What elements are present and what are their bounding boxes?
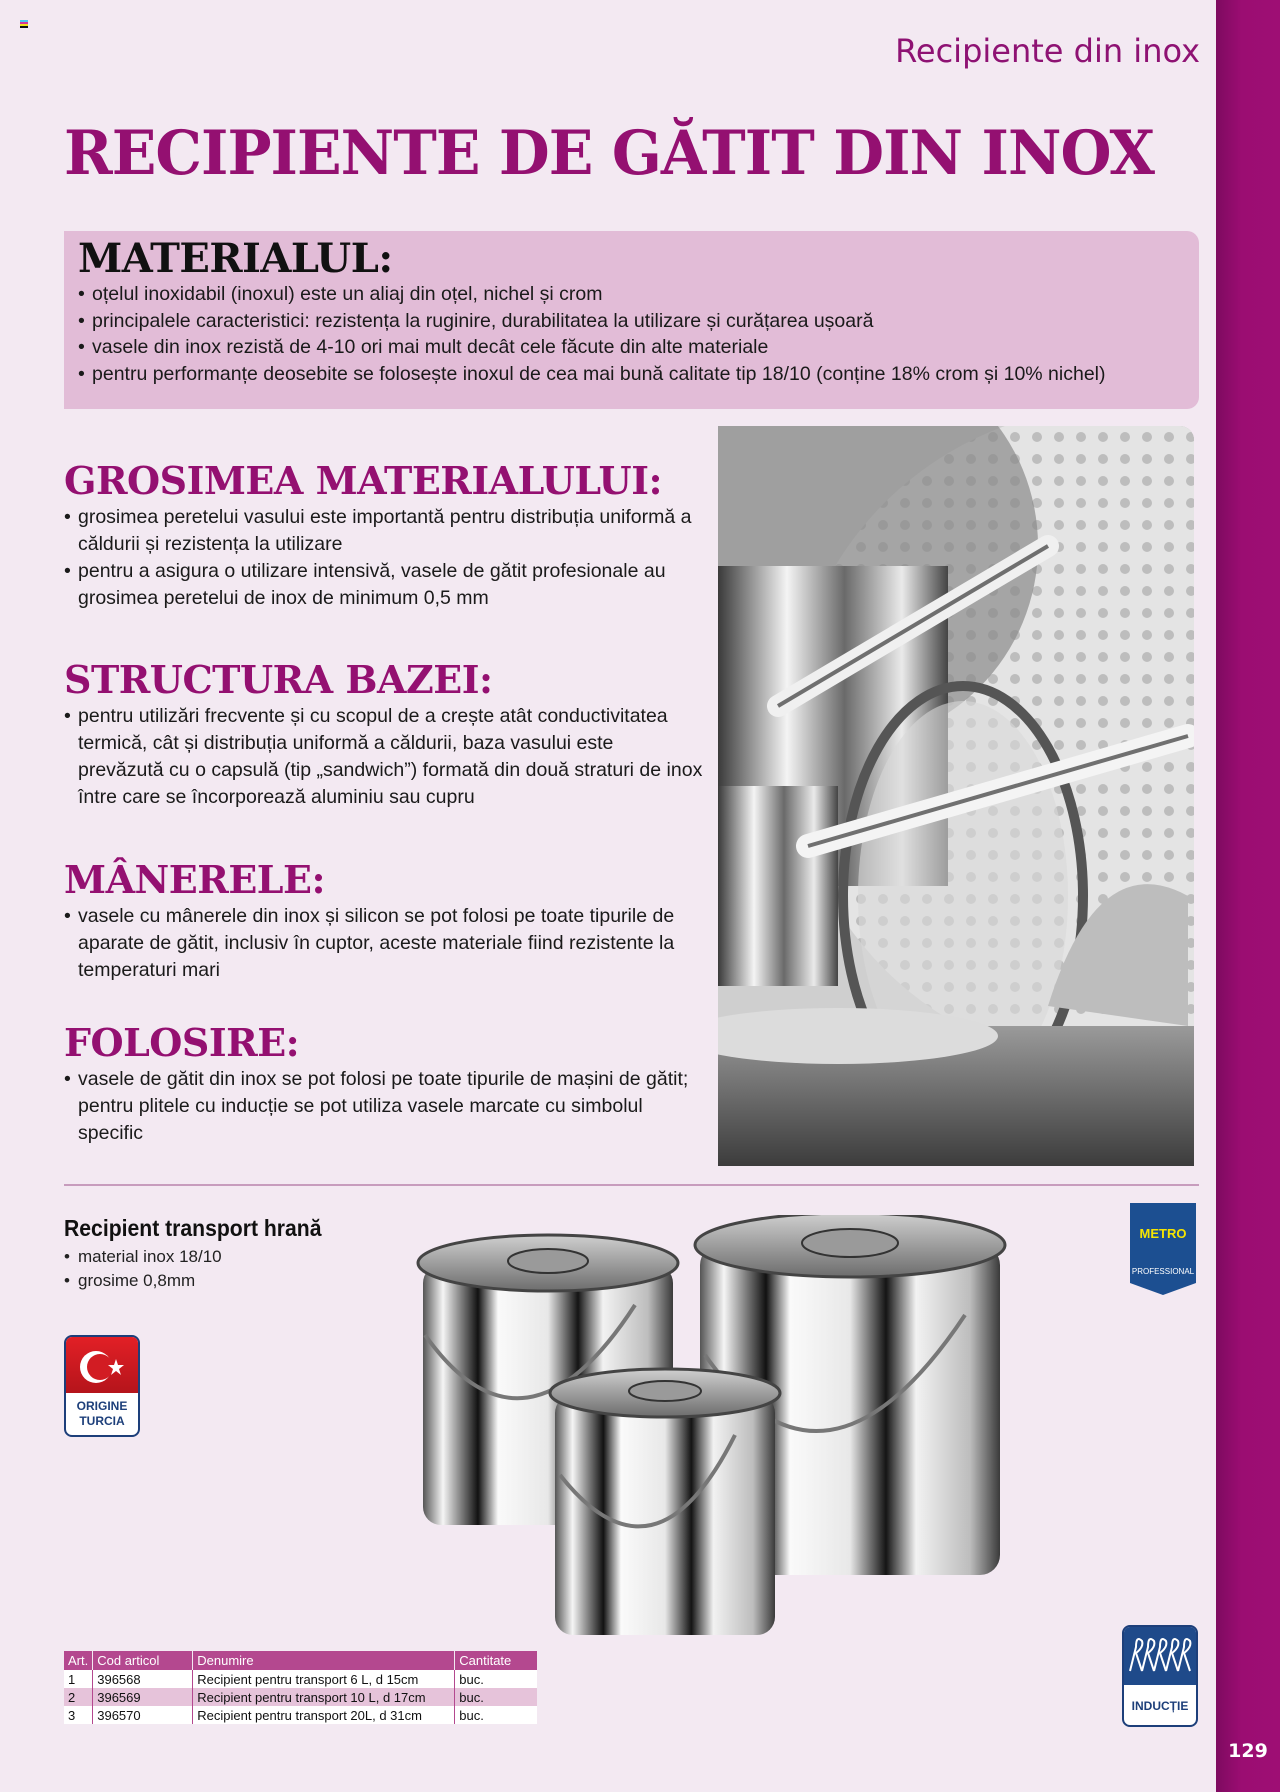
section-heading: FOLOSIRE:	[64, 1020, 300, 1065]
material-heading: MATERIALUL:	[78, 235, 393, 282]
cookware-photo	[718, 426, 1194, 1166]
bullet-item: • vasele din inox rezistă de 4-10 ori mai mult decât cele făcute din alte materiale	[78, 334, 1185, 361]
cell-name: Recipient pentru transport 20L, d 31cm	[193, 1706, 455, 1724]
metro-professional-logo	[1130, 1203, 1196, 1295]
table-row	[64, 1688, 537, 1706]
product-table	[64, 1651, 537, 1724]
section-thickness	[64, 458, 704, 612]
material-bullet-list	[78, 281, 1185, 387]
food-container-illustration	[405, 1215, 1125, 1655]
cookware-illustration	[718, 426, 1194, 1166]
table-header-row	[64, 1651, 537, 1670]
product-photo-containers	[405, 1215, 1125, 1655]
cell-code: 396568	[93, 1670, 193, 1688]
cell-art: 3	[64, 1706, 93, 1724]
section-label: Recipiente din inox	[895, 32, 1200, 70]
sidebar-stripe	[1216, 0, 1280, 1792]
metro-sub-text: PROFESSIONAL	[1131, 1267, 1195, 1276]
origin-label-line1: ORIGINE	[76, 1399, 128, 1413]
section-heading: GROSIMEA MATERIALULUI:	[64, 458, 663, 503]
section-base-structure	[64, 657, 704, 811]
induction-label: INDUCȚIE	[1131, 1699, 1189, 1713]
bullet-item: • pentru utilizări frecvente și cu scopul de a crește atât conductivitatea termică, cât și distribuția uniformă a căldurii, baza vasului este prevăzută cu o capsulă (tip „sandwich”) formată din două straturi de inox între care se încorporează aluminiu sau cupru	[64, 703, 704, 811]
bullet-item: • pentru a asigura o utilizare intensivă, vasele de gătit profesionale au grosimea peretelui de inox de minimum 0,5 mm	[64, 558, 704, 612]
product-specs	[64, 1245, 222, 1293]
section-usage	[64, 1020, 704, 1147]
cell-art: 1	[64, 1670, 93, 1688]
bullet-item: • oțelul inoxidabil (inoxul) este un aliaj din oțel, nichel și crom	[78, 281, 1185, 308]
section-bullet-list	[64, 703, 704, 811]
cell-quantity: buc.	[455, 1688, 537, 1706]
section-handles	[64, 857, 704, 984]
section-bullet-list	[64, 903, 704, 984]
section-bullet-list	[64, 1066, 704, 1147]
page-number: 129	[1228, 1740, 1268, 1762]
shield-icon	[1130, 1203, 1196, 1295]
col-header-name: Denumire	[193, 1651, 455, 1670]
spec-item: • grosime 0,8mm	[64, 1269, 222, 1293]
cell-name: Recipient pentru transport 10 L, d 17cm	[193, 1688, 455, 1706]
origin-label-line2: TURCIA	[79, 1414, 125, 1428]
col-header-art: Art.	[64, 1651, 93, 1670]
section-heading: MÂNERELE:	[64, 857, 325, 902]
material-info-box	[64, 231, 1199, 409]
cell-code: 396570	[93, 1706, 193, 1724]
section-bullet-list	[64, 504, 704, 612]
origin-turkey-badge	[64, 1335, 140, 1437]
col-header-quantity: Cantitate	[455, 1651, 537, 1670]
bullet-item: • vasele cu mânerele din inox și silicon se pot folosi pe toate tipurile de aparate de gătit, inclusiv în cuptor, aceste materiale fiind rezistente la temperaturi mari	[64, 903, 704, 984]
bullet-item: • pentru performanțe deosebite se folosește inoxul de cea mai bună calitate tip 18/10 (conține 18% crom și 10% nichel)	[78, 361, 1185, 388]
table-row	[64, 1706, 537, 1724]
product-title: Recipient transport hrană	[64, 1215, 322, 1241]
cell-art: 2	[64, 1688, 93, 1706]
induction-badge	[1122, 1625, 1198, 1727]
cell-quantity: buc.	[455, 1706, 537, 1724]
section-heading: STRUCTURA BAZEI:	[64, 657, 493, 702]
bullet-item: • principalele caracteristici: rezistența la ruginire, durabilitatea la utilizare și curățarea ușoară	[78, 308, 1185, 335]
turkey-flag-icon	[66, 1337, 138, 1393]
bullet-item: • grosimea peretelui vasului este importantă pentru distribuția uniformă a căldurii și rezistența la utilizare	[64, 504, 704, 558]
col-header-code: Cod articol	[93, 1651, 193, 1670]
cell-code: 396569	[93, 1688, 193, 1706]
induction-coil-icon	[1124, 1627, 1196, 1685]
print-color-mark	[20, 20, 28, 28]
table-row	[64, 1670, 537, 1688]
cell-quantity: buc.	[455, 1670, 537, 1688]
page-title: RECIPIENTE DE GĂTIT DIN INOX	[64, 118, 1155, 189]
metro-brand-text: METRO	[1139, 1226, 1187, 1241]
spec-item: • material inox 18/10	[64, 1245, 222, 1269]
section-divider	[64, 1184, 1199, 1186]
bullet-item: • vasele de gătit din inox se pot folosi pe toate tipurile de mașini de gătit; pentru plitele cu inducție se pot utiliza vasele marcate cu simbolul specific	[64, 1066, 704, 1147]
cell-name: Recipient pentru transport 6 L, d 15cm	[193, 1670, 455, 1688]
